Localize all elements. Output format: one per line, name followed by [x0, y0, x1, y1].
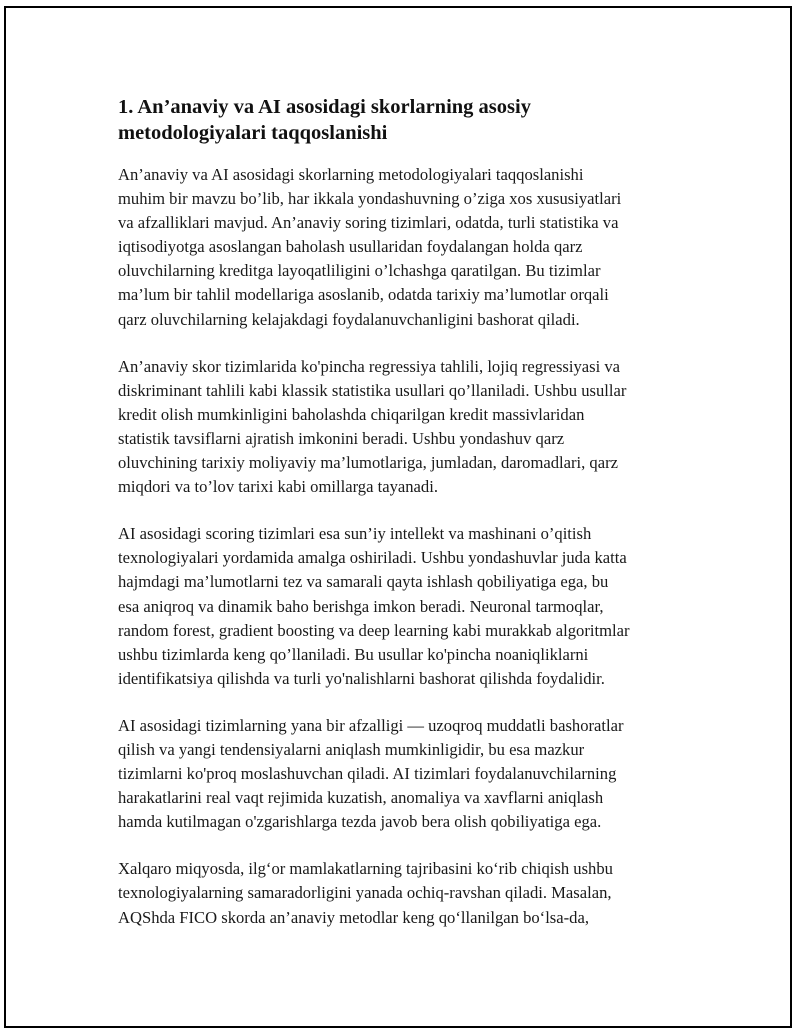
text-line: oluvchilarning kreditga layoqatliligini o’lchashga qaratilgan. Bu tizimlar [118, 261, 601, 281]
text-line: diskriminant tahlili kabi klassik statistika usullari qo’llaniladi. Ushbu usullar [118, 380, 627, 400]
text-line: identifikatsiya qilishda va turli yo'nalishlarni bashorat qilishda foydalidir. [118, 668, 605, 688]
text-line: An’anaviy va AI asosidagi skorlarning metodologiyalari taqqoslanishi [118, 165, 584, 184]
heading-line: 1. An’anaviy va AI asosidagi skorlarning asosiy [118, 96, 531, 118]
text-line: ma’lum bir tahlil modellariga asoslanib, odatda tarixiy ma’lumotlar orqali [118, 285, 609, 305]
text-line: esa aniqroq va dinamik baho berishga imkon beradi. Neuronal tarmoqlar, [118, 596, 604, 616]
paragraph-4 [118, 714, 708, 834]
text-line: An’anaviy skor tizimlarida ko'pincha regressiya tahlili, lojiq regressiyasi va [118, 356, 621, 376]
section-heading [118, 94, 708, 146]
text-line: AI asosidagi tizimlarning yana bir afzalligi — uzoqroq muddatli bashoratlar [118, 715, 624, 735]
paragraph-2 [118, 355, 708, 500]
paragraph-1 [118, 163, 708, 332]
text-line: Xalqaro miqyosda, ilg‘or mamlakatlarning tajribasini ko‘rib chiqish ushbu [118, 859, 613, 879]
heading-line: metodologiyalari taqqoslanishi [118, 122, 388, 144]
text-line: harakatlarini real vaqt rejimida kuzatish, anomaliya va xavflarni aniqlash [118, 788, 604, 808]
text-line: ushbu tizimlarda keng qo’llaniladi. Bu usullar ko'pincha noaniqliklarni [118, 644, 589, 664]
text-line: va afzalliklari mavjud. An’anaviy soring tizimlari, odatda, turli statistika va [118, 213, 619, 233]
text-line: miqdori va to’lov tarixi kabi omillarga tayanadi. [118, 477, 438, 497]
text-line: qilish va yangi tendensiyalarni aniqlash mumkinligidir, bu esa mazkur [118, 739, 585, 759]
text-line: qarz oluvchilarning kelajakdagi foydalanuvchanligini bashorat qiladi. [118, 309, 580, 329]
text-line: kredit olish mumkinligini baholashda chiqarilgan kredit massivlaridan [118, 404, 585, 424]
document-body [118, 94, 708, 953]
text-line: iqtisodiyotga asoslangan baholash usullaridan foydalangan holda qarz [118, 237, 583, 257]
paragraph-5 [118, 857, 708, 929]
text-line: random forest, gradient boosting va deep learning kabi murakkab algoritmlar [118, 620, 630, 640]
text-line: statistik tavsiflarni ajratish imkonini beradi. Ushbu yondashuv qarz [118, 428, 565, 448]
text-line: tizimlarni ko'proq moslashuvchan qiladi. AI tizimlari foydalanuvchilarning [118, 764, 617, 784]
text-line: hajmdagi ma’lumotlarni tez va samarali qayta ishlash qobiliyatiga ega, bu [118, 572, 609, 592]
text-line: oluvchining tarixiy moliyaviy ma’lumotlariga, jumladan, daromadlari, qarz [118, 453, 618, 473]
text-line: texnologiyalari yordamida amalga oshiriladi. Ushbu yondashuvlar juda katta [118, 548, 627, 568]
text-line: AQShda FICO skorda an’anaviy metodlar keng qo‘llanilgan bo‘lsa-da, [118, 907, 589, 927]
paragraph-3 [118, 522, 708, 691]
text-line: muhim bir mavzu bo’lib, har ikkala yondashuvning o’ziga xos xususiyatlari [118, 189, 622, 209]
text-line: hamda kutilmagan o'zgarishlarga tezda javob bera olish qobiliyatiga ega. [118, 812, 602, 832]
text-line: texnologiyalarning samaradorligini yanada ochiq-ravshan qiladi. Masalan, [118, 883, 612, 903]
text-line: AI asosidagi scoring tizimlari esa sun’iy intellekt va mashinani o’qitish [118, 524, 592, 544]
